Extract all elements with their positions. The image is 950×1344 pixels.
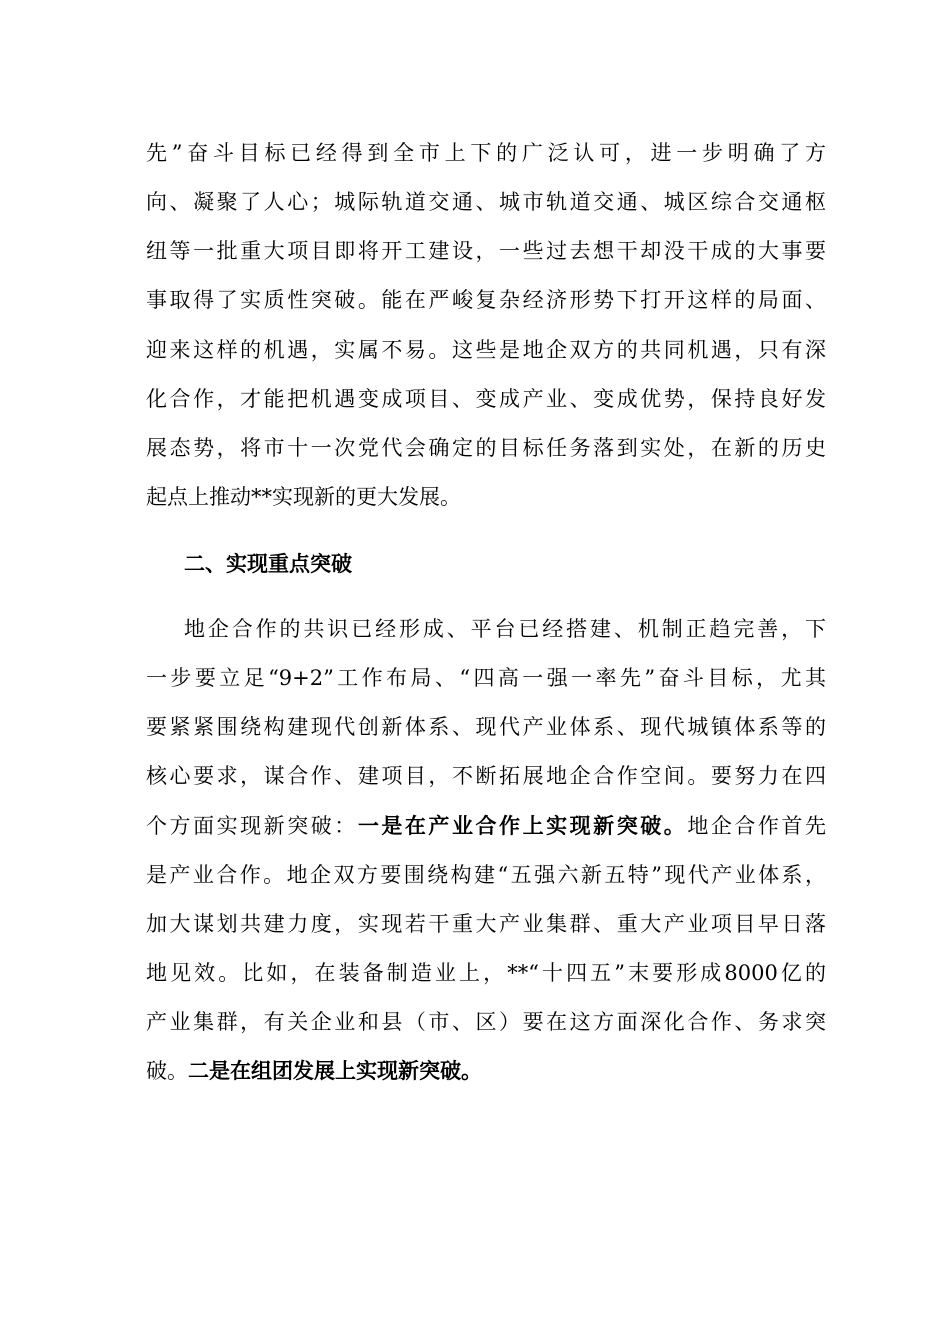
bold-point-one: 一是在产业合作上实现新突破。 xyxy=(357,813,688,838)
line-text: 地企合作首先 xyxy=(687,814,827,838)
paragraph-line: 迎来这样的机遇，实属不易。这些是地企双方的共同机遇，只有深 xyxy=(146,338,826,362)
paragraph-line xyxy=(146,1046,826,1096)
paragraph-line: 先”奋斗目标已经得到全市上下的广泛认可，进一步明确了方 xyxy=(146,141,826,165)
paragraph-line xyxy=(146,801,826,851)
paragraph-line: 地企合作的共识已经形成、平台已经搭建、机制正趋完善，下 xyxy=(184,617,826,641)
paragraph-line: 地见效。比如，在装备制造业上，**“十四五”末要形成8000亿的 xyxy=(146,961,826,985)
paragraph-line: 核心要求，谋合作、建项目，不断拓展地企合作空间。要努力在四 xyxy=(146,764,826,788)
paragraph-line: 一步要立足“9+2”工作布局、“四高一强一率先”奋斗目标，尤其 xyxy=(146,666,826,690)
paragraph-line: 产业集群，有关企业和县（市、区）要在这方面深化合作、务求突 xyxy=(146,1010,826,1034)
paragraph-line: 是产业合作。地企双方要围绕构建“五强六新五特”现代产业体系， xyxy=(146,863,826,887)
paragraph-line: 要紧紧围绕构建现代创新体系、现代产业体系、现代城镇体系等的 xyxy=(146,715,826,739)
section-heading: 二、实现重点突破 xyxy=(184,551,352,576)
paragraph-line: 事取得了实质性突破。能在严峻复杂经济形势下打开这样的局面、 xyxy=(146,288,826,312)
line-text: 破。 xyxy=(146,1059,188,1083)
line-text: 个方面实现新突破： xyxy=(146,814,358,838)
bold-point-two: 二是在组团发展上实现新突破。 xyxy=(188,1058,482,1083)
paragraph-line: 化合作，才能把机遇变成项目、变成产业、变成优势，保持良好发 xyxy=(146,387,826,411)
paragraph-line: 起点上推动**实现新的更大发展。 xyxy=(146,485,461,509)
paragraph-line: 向、凝聚了人心；城际轨道交通、城市轨道交通、城区综合交通枢 xyxy=(146,190,826,214)
paragraph-line: 纽等一批重大项目即将开工建设，一些过去想干却没干成的大事要 xyxy=(146,239,826,263)
paragraph-line: 加大谋划共建力度，实现若干重大产业集群、重大产业项目早日落 xyxy=(146,912,826,936)
paragraph-line: 展态势，将市十一次党代会确定的目标任务落到实处，在新的历史 xyxy=(146,436,826,460)
